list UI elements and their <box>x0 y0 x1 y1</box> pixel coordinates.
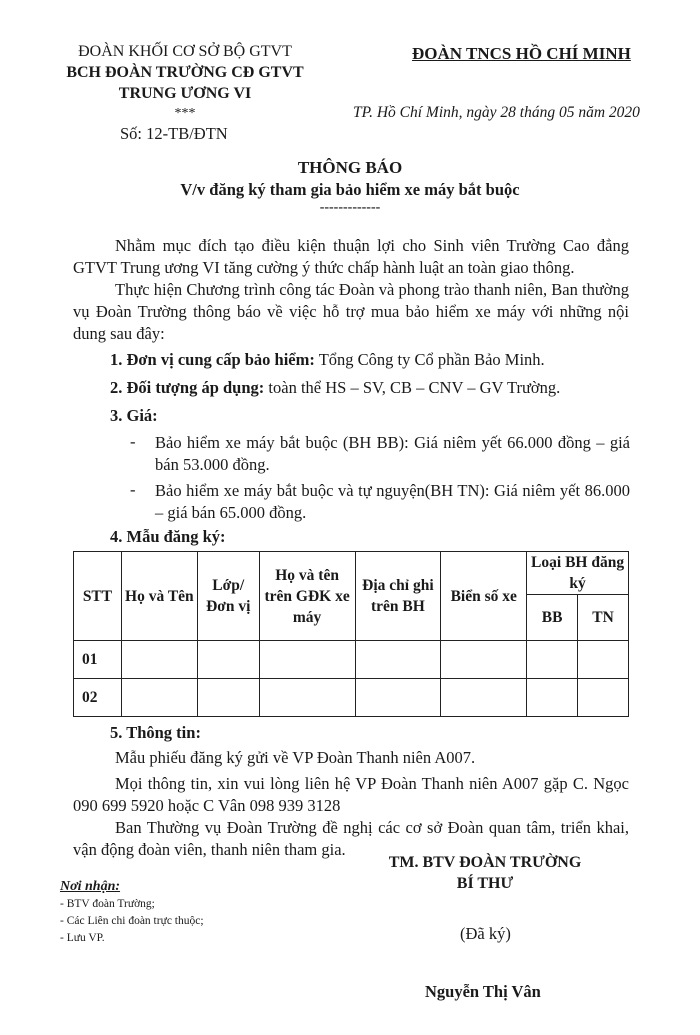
item-4-label: 4. Mẫu đăng ký: <box>110 527 226 546</box>
signature-signed-note: (Đã ký) <box>460 924 511 943</box>
info-paragraph-1 <box>73 747 629 769</box>
table-cell[interactable] <box>578 679 629 717</box>
table-cell[interactable] <box>355 679 441 717</box>
recipients-title: Nơi nhận: <box>60 879 121 894</box>
price-bullet-2 <box>130 480 630 524</box>
table-cell[interactable] <box>259 679 355 717</box>
intro-text-1: Nhằm mục đích tạo điều kiện thuận lợi cho Sinh viên Trường Cao đẳng GTVT Trung ương VI tăng cường ý thức chấp hành luật an toàn giao thông. <box>73 236 629 277</box>
union-name: ĐOÀN TNCS HỒ CHÍ MINH <box>412 44 631 63</box>
signature-on-behalf: TM. BTV ĐOÀN TRƯỜNG <box>388 854 582 871</box>
issuing-org-block <box>40 42 330 122</box>
recipient-item: - Các Liên chi đoàn trực thuộc; <box>60 915 204 927</box>
header-stt: STT <box>74 552 122 641</box>
registration-form-table <box>73 551 629 717</box>
intro-text-2: Thực hiện Chương trình công tác Đoàn và phong trào thanh niên, Ban thường vụ Đoàn Trường thông báo về việc hỗ trợ mua bảo hiểm xe máy với những nội dung sau đây: <box>73 280 629 343</box>
price-bullet-1 <box>130 432 630 476</box>
bullet-dash: - <box>130 480 136 499</box>
header-class-unit: Lớp/ Đơn vị <box>197 552 259 641</box>
table-cell[interactable] <box>197 641 259 679</box>
info-text-2: Mọi thông tin, xin vui lòng liên hệ VP Đoàn Thanh niên A007 gặp C. Ngọc 090 699 5920 hoặc C Vân 098 939 3128 <box>73 774 629 815</box>
header-full-name: Họ và Tên <box>121 552 197 641</box>
row-number: 02 <box>74 679 122 717</box>
org-line-2: BCH ĐOÀN TRƯỜNG CĐ GTVT <box>66 64 304 81</box>
header-insurance-type: Loại BH đăng ký <box>527 552 629 595</box>
item-1-value: Tổng Công ty Cổ phần Bảo Minh. <box>314 350 545 369</box>
item-2-label: 2. Đối tượng áp dụng: <box>110 378 265 397</box>
title-block <box>100 157 600 215</box>
table-cell[interactable] <box>355 641 441 679</box>
table-cell[interactable] <box>197 679 259 717</box>
subheader-tn: TN <box>578 595 629 641</box>
info-text-1: Mẫu phiếu đăng ký gửi về VP Đoàn Thanh niên A007. <box>115 748 476 767</box>
subheader-bb: BB <box>527 595 578 641</box>
item-1-label: 1. Đơn vị cung cấp bảo hiểm: <box>110 350 315 369</box>
table-cell[interactable] <box>527 679 578 717</box>
header-plate-number: Biển số xe <box>441 552 527 641</box>
intro-paragraph-1 <box>73 235 629 279</box>
intro-paragraph-2 <box>73 279 629 345</box>
recipients-block <box>60 878 204 947</box>
table-cell[interactable] <box>527 641 578 679</box>
item-1 <box>110 349 545 371</box>
price-bullet-2-text: Bảo hiểm xe máy bắt buộc và tự nguyện(BH TN): Giá niêm yết 86.000 – giá bán 65.000 đồng. <box>155 481 630 522</box>
table-cell[interactable] <box>259 641 355 679</box>
signatory-name: Nguyễn Thị Vân <box>425 982 541 1001</box>
table-cell[interactable] <box>441 641 527 679</box>
org-line-1: ĐOÀN KHỐI CƠ SỞ BỘ GTVT <box>78 43 292 60</box>
place-and-date: TP. Hồ Chí Minh, ngày 28 tháng 05 năm 2020 <box>353 104 640 121</box>
signature-role: BÍ THƯ <box>456 875 514 892</box>
title-divider: ------------- <box>319 200 381 215</box>
header-name-on-registration: Họ và tên trên GĐK xe máy <box>259 552 355 641</box>
table-row <box>74 679 629 717</box>
price-bullet-1-text: Bảo hiểm xe máy bắt buộc (BH BB): Giá niêm yết 66.000 đồng – giá bán 53.000 đồng. <box>155 433 630 474</box>
document-number: Số: 12-TB/ĐTN <box>120 124 228 143</box>
table-cell[interactable] <box>121 679 197 717</box>
header-address-on-insurance: Địa chỉ ghi trên BH <box>355 552 441 641</box>
org-line-3: TRUNG ƯƠNG VI <box>118 85 252 102</box>
item-2-value: toàn thể HS – SV, CB – CNV – GV Trường. <box>264 378 561 397</box>
item-5-label: 5. Thông tin: <box>110 723 201 742</box>
document-subject: V/v đăng ký tham gia bảo hiểm xe máy bắt buộc <box>180 180 520 199</box>
table-cell[interactable] <box>578 641 629 679</box>
info-paragraph-2 <box>73 773 629 817</box>
document-title: THÔNG BÁO <box>297 158 403 177</box>
recipient-item: - BTV đoàn Trường; <box>60 898 155 910</box>
table-cell[interactable] <box>441 679 527 717</box>
row-number: 01 <box>74 641 122 679</box>
item-3-label: 3. Giá: <box>110 406 158 425</box>
table-cell[interactable] <box>121 641 197 679</box>
recipient-item: - Lưu VP. <box>60 932 105 944</box>
table-row <box>74 641 629 679</box>
stars-divider: *** <box>174 106 196 121</box>
signature-block <box>370 852 600 894</box>
info-text-3: Ban Thường vụ Đoàn Trường đề nghị các cơ sở Đoàn quan tâm, triển khai, vận động đoàn viên, thanh niên tham gia. <box>73 818 629 859</box>
item-2 <box>110 377 560 399</box>
bullet-dash: - <box>130 432 136 451</box>
